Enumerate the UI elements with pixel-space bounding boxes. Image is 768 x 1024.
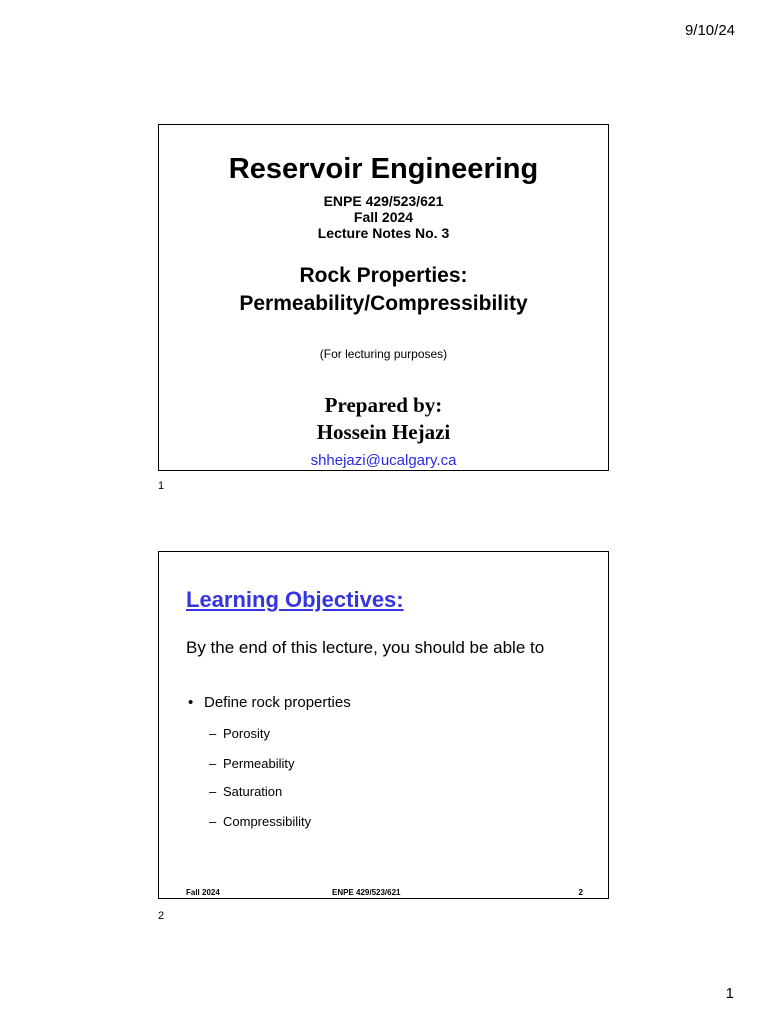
author-name: Hossein Hejazi [316,420,451,444]
course-code: ENPE 429/523/621 [323,193,444,209]
footer-term: Fall 2024 [186,888,220,897]
topic-line-2: Permeability/Compressibility [239,292,528,315]
lecture-notes-number: Lecture Notes No. 3 [317,225,450,241]
slide-2-number: 2 [158,910,165,922]
bullet-text: Define rock properties [204,694,351,711]
subitem-text: Compressibility [223,814,312,829]
purpose-note: (For lecturing purposes) [319,347,448,361]
footer-course: ENPE 429/523/621 [332,888,401,897]
slide-1 [158,124,609,471]
bullet-item [188,694,351,711]
subitem-compressibility [209,814,311,829]
objectives-intro: By the end of this lecture, you should be able to [186,638,545,657]
footer-slide-number: 2 [578,888,583,897]
slide-title: Reservoir Engineering [228,153,539,185]
bullet-icon: • [188,694,194,711]
subitem-text: Porosity [223,726,270,741]
dash-icon: – [209,756,217,771]
slide-2 [158,551,609,899]
subitem-permeability [209,756,295,771]
subitem-text: Permeability [223,756,295,771]
subitem-porosity [209,726,270,741]
prepared-by-label: Prepared by: [324,393,443,417]
page-number: 1 [725,985,734,1002]
print-date: 9/10/24 [684,22,735,39]
dash-icon: – [209,726,217,741]
term: Fall 2024 [353,209,414,225]
author-email-link[interactable]: shhejazi@ucalgary.ca [310,452,457,469]
topic-line-1: Rock Properties: [299,264,468,287]
learning-objectives-heading: Learning Objectives: [186,587,404,612]
dash-icon: – [209,784,217,799]
subitem-saturation [209,784,282,799]
slide-1-number: 1 [158,480,165,492]
subitem-text: Saturation [223,784,283,799]
dash-icon: – [209,814,217,829]
